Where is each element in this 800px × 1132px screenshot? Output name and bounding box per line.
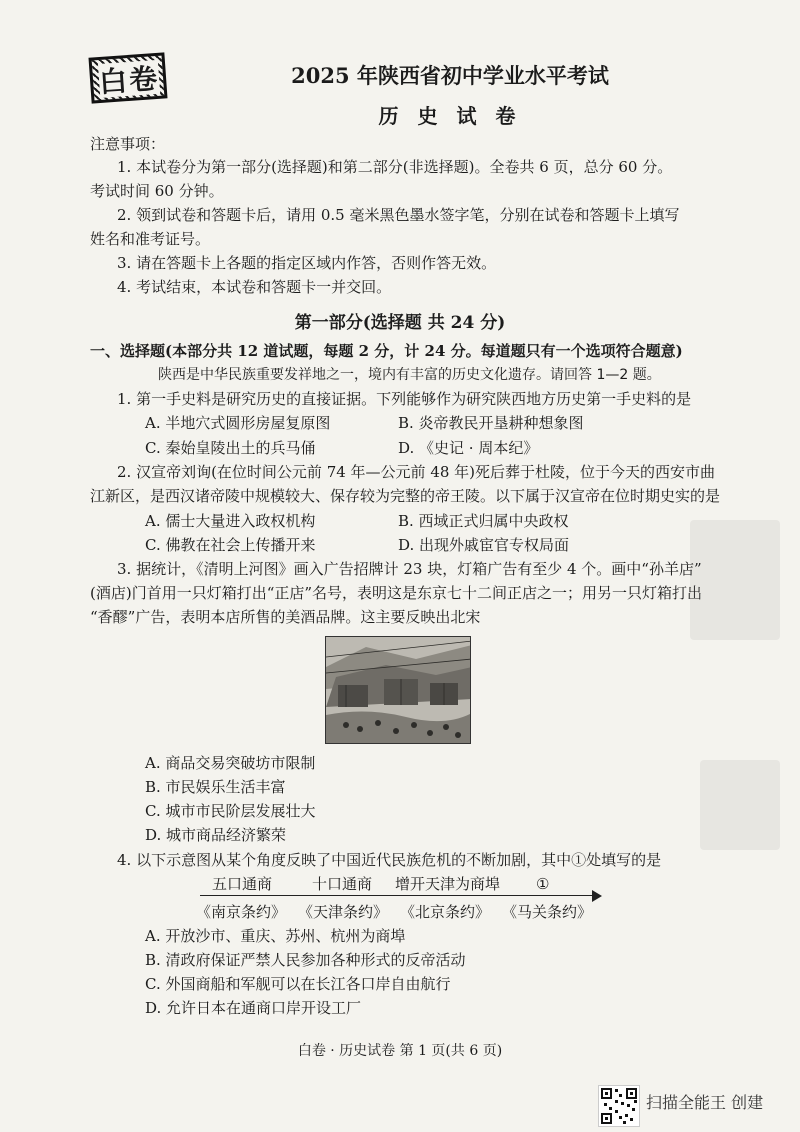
q3-option-a: A. 商品交易突破坊市限制 — [145, 754, 316, 772]
q3-stem-line-1: 3. 据统计，《清明上河图》画入广告招牌计 23 块，灯箱广告有至少 4 个。画中“孙羊店” — [117, 560, 702, 578]
note-1-line-1: 1. 本试卷分为第一部分(选择题)和第二部分(非选择题)。全卷共 6 页，总分 60 分。 — [117, 158, 673, 176]
q3-option-c: C. 城市市民阶层发展壮大 — [145, 802, 316, 820]
page-footer: 白卷 · 历史试卷 第 1 页(共 6 页) — [297, 1043, 503, 1059]
q1-option-b: B. 炎帝教民开垦耕种想象图 — [398, 414, 584, 432]
qr-code-icon — [598, 1085, 640, 1127]
q2-option-a: A. 儒士大量进入政权机构 — [145, 512, 316, 530]
q2-option-d: D. 出现外戚宦官专权局面 — [398, 536, 570, 554]
scanner-watermark: 扫描全能王 创建 — [646, 1093, 764, 1112]
q2-stem-line-1: 2. 汉宣帝刘询(在位时间公元前 74 年—公元前 48 年)死后葬于杜陵，位于今天的西安市曲 — [117, 463, 716, 481]
part1-heading: 第一部分(选择题 共 24 分) — [294, 313, 506, 333]
q1-option-d: D. 《史记 · 周本纪》 — [398, 439, 539, 457]
note-2-line-2: 姓名和准考证号。 — [90, 230, 211, 248]
q4-option-b: B. 清政府保证严禁人民参加各种形式的反帝活动 — [145, 951, 466, 969]
timeline-label-2: 十口通商 — [312, 875, 373, 893]
q3-stem-line-2: (酒店)门首用一只灯箱打出“正店”名号，表明这是东京七十二间正店之一；用另一只灯箱打出 — [90, 584, 703, 602]
note-1-line-2: 考试时间 60 分钟。 — [90, 182, 224, 200]
q4-option-a: A. 开放沙市、重庆、苏州、杭州为商埠 — [145, 927, 406, 945]
timeline-treaty-4: 《马关条约》 — [502, 903, 593, 921]
exam-subtitle: 历 史 试 卷 — [378, 104, 522, 128]
q3-option-b: B. 市民娱乐生活丰富 — [145, 778, 286, 796]
q4-stem: 4. 以下示意图从某个角度反映了中国近代民族危机的不断加剧，其中①处填写的是 — [117, 851, 662, 869]
scan-shadow — [690, 520, 780, 640]
part1-intro: 陕西是中华民族重要发祥地之一，境内有丰富的历史文化遗存。请回答 1—2 题。 — [158, 367, 661, 383]
q1-stem: 1. 第一手史料是研究历史的直接证据。下列能够作为研究陕西地方历史第一手史料的是 — [117, 390, 692, 408]
q4-option-d: D. 允许日本在通商口岸开设工厂 — [145, 999, 362, 1017]
note-2-line-1: 2. 领到试卷和答题卡后，请用 0.5 毫米黑色墨水签字笔，分别在试卷和答题卡上填写 — [117, 206, 680, 224]
note-3: 3. 请在答题卡上各题的指定区域内作答，否则作答无效。 — [117, 254, 497, 272]
q2-option-c: C. 佛教在社会上传播开来 — [145, 536, 316, 554]
timeline-treaty-3: 《北京条约》 — [400, 903, 491, 921]
q2-option-b: B. 西域正式归属中央政权 — [398, 512, 569, 530]
timeline-axis — [200, 895, 592, 896]
timeline-treaty-1: 《南京条约》 — [196, 903, 287, 921]
paper-type-label: 白卷 — [98, 61, 161, 99]
part1-instruction: 一、选择题(本部分共 12 道试题，每题 2 分，计 24 分。每道题只有一个选项符合题意) — [90, 342, 683, 360]
timeline-label-3: 增开天津为商埠 — [395, 875, 501, 893]
q3-option-d: D. 城市商品经济繁荣 — [145, 826, 287, 844]
note-4: 4. 考试结束，本试卷和答题卡一并交回。 — [117, 278, 392, 296]
timeline-treaty-2: 《天津条约》 — [298, 903, 389, 921]
qingming-painting-image — [325, 636, 471, 744]
q3-stem-line-3: “香醪”广告，表明本店所售的美酒品牌。这主要反映出北宋 — [90, 608, 481, 626]
q4-option-c: C. 外国商船和军舰可以在长江各口岸自由航行 — [145, 975, 451, 993]
exam-title: 2025 年陕西省初中学业水平考试 — [291, 63, 609, 88]
timeline-label-blank: ① — [536, 875, 550, 893]
q1-option-a: A. 半地穴式圆形房屋复原图 — [145, 414, 331, 432]
q2-stem-line-2: 江新区，是西汉诸帝陵中规模较大、保存较为完整的帝王陵。以下属于汉宣帝在位时期史实的是 — [90, 487, 721, 505]
timeline-arrow-icon — [592, 890, 602, 902]
notes-heading: 注意事项： — [90, 135, 166, 153]
timeline-label-1: 五口通商 — [212, 875, 273, 893]
scan-shadow — [700, 760, 780, 850]
q1-option-c: C. 秦始皇陵出土的兵马俑 — [145, 439, 316, 457]
